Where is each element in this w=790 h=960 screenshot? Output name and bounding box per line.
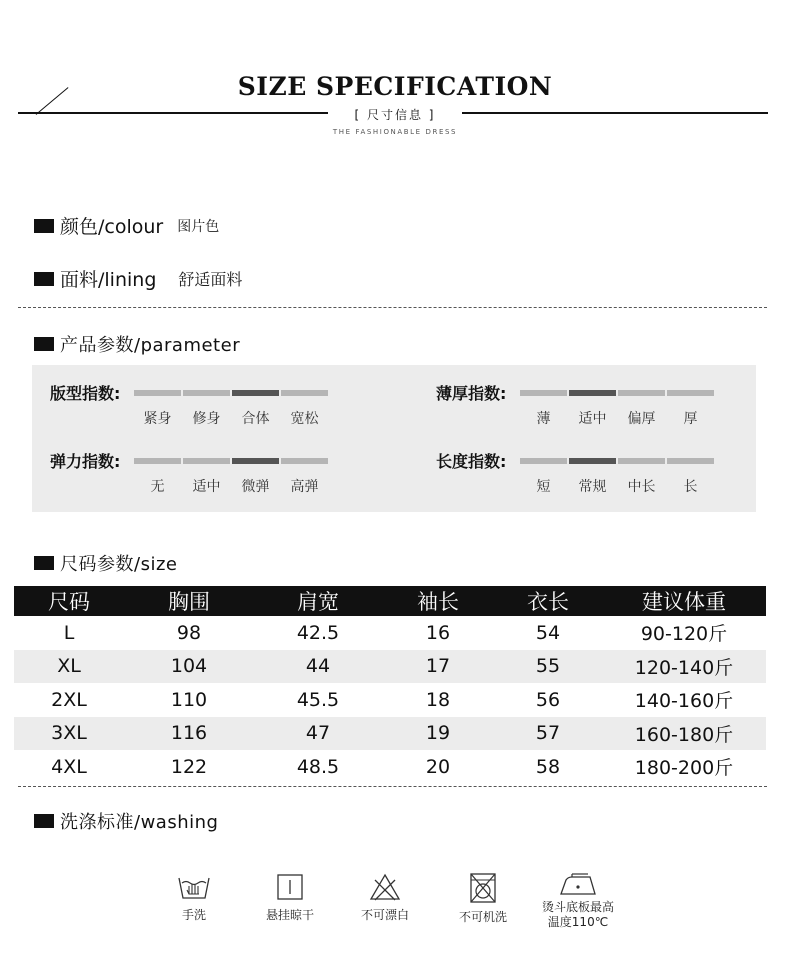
cell-length: 58 [535,755,561,778]
scale-option-label: 无 [150,479,165,495]
no-machine-wash-icon [468,872,498,904]
cell-weight: 160-180斤 [602,717,766,751]
lining-label: 面料/lining [60,269,157,291]
cell-sleeve: 17 [382,650,494,684]
washing-label: 洗涤标准/washing [60,812,219,833]
cell-weight: 140-160斤 [634,690,734,713]
wash-item-no-bleach [335,872,435,923]
table-row [14,750,766,784]
header-weight: 建议体重 [602,586,766,616]
parameter-panel [32,365,756,512]
cell-shoulder: 47 [254,717,382,751]
wash-item-iron [528,872,628,930]
divider [18,307,767,308]
size-table [14,586,766,784]
page-subtitle-cn: [ 尺寸信息 ] [354,108,436,122]
thickness-index-scale [520,390,714,396]
stretch-index-options [134,476,328,496]
page-title: SIZE SPECIFICATION [237,72,553,101]
cell-shoulder: 45.5 [296,688,340,711]
cell-sleeve: 18 [425,688,451,711]
cell-sleeve: 19 [382,717,494,751]
size-heading [34,550,177,576]
scale-segment [134,390,181,396]
cell-chest: 104 [124,650,254,684]
cell-chest: 116 [124,717,254,751]
thickness-index-label: 薄厚指数: [436,384,507,403]
scale-segment-selected [232,458,279,464]
scale-segment [520,390,567,396]
parameter-heading [34,331,240,357]
scale-option-label: 短 [536,479,551,495]
wash-item-hang-dry [240,872,340,923]
length-index-options [520,476,714,496]
scale-option-label: 常规 [578,479,607,495]
cell-size: 2XL [51,688,87,711]
header-sleeve: 袖长 [382,586,494,616]
section-marker-icon [34,219,54,233]
lining-row [34,265,242,292]
cell-shoulder: 42.5 [296,621,340,644]
scale-segment [281,458,328,464]
section-marker-icon [34,337,54,351]
cell-weight: 90-120斤 [640,623,728,646]
cell-size: 3XL [14,717,124,751]
wash-item-no-machine-wash [433,872,533,925]
parameter-label: 产品参数/parameter [60,335,241,356]
wash-label: 不可漂白 [360,908,409,922]
hand-wash-icon [177,872,211,902]
scale-option-label: 薄 [536,411,551,427]
table-row [14,717,766,751]
table-row [14,616,766,650]
cell-weight: 120-140斤 [602,650,766,684]
cell-size: XL [14,650,124,684]
scale-option-label: 适中 [192,479,221,495]
scale-segment [618,458,665,464]
cell-size: L [63,621,75,644]
size-table-header-row [14,586,766,616]
cell-length: 56 [535,688,561,711]
table-row [14,683,766,717]
header-shoulder: 肩宽 [254,586,382,616]
cell-length: 57 [494,717,602,751]
scale-option-label: 宽松 [290,411,319,427]
section-marker-icon [34,272,54,286]
scale-segment-selected [569,390,616,396]
colour-value: 图片色 [177,218,220,235]
length-index-label: 长度指数: [436,452,507,471]
header-length: 衣长 [494,586,602,616]
wash-label: 手洗 [181,908,206,922]
lining-value: 舒适面料 [178,270,243,289]
scale-segment [667,390,714,396]
washing-heading [34,808,218,834]
wash-label: 不可机洗 [458,910,507,924]
fit-index-scale [134,390,328,396]
scale-option-label: 高弹 [290,479,319,495]
scale-option-label: 长 [683,479,698,495]
divider [18,786,767,787]
scale-segment [134,458,181,464]
stretch-index-scale [134,458,328,464]
cell-sleeve: 16 [425,621,451,644]
cell-length: 54 [535,621,561,644]
iron-icon [558,872,598,898]
scale-option-label: 微弹 [241,479,270,495]
colour-label: 颜色/colour [60,216,164,238]
cell-sleeve: 20 [425,755,451,778]
scale-segment-selected [232,390,279,396]
header-chest: 胸围 [124,586,254,616]
cell-chest: 98 [176,621,202,644]
header-size: 尺码 [14,586,124,616]
cell-chest: 122 [170,755,208,778]
no-bleach-icon [369,872,401,902]
section-marker-icon [34,556,54,570]
scale-option-label: 合体 [241,411,270,427]
scale-segment [281,390,328,396]
scale-segment [618,390,665,396]
colour-row [34,212,219,239]
fit-index-options [134,408,328,428]
table-row [14,650,766,684]
scale-segment [520,458,567,464]
cell-shoulder: 48.5 [296,755,340,778]
size-label: 尺码参数/size [60,554,178,575]
scale-option-label: 中长 [627,479,656,495]
cell-shoulder: 44 [254,650,382,684]
cell-length: 55 [494,650,602,684]
thickness-index-options [520,408,714,428]
wash-item-hand-wash [144,872,244,923]
hang-dry-icon [275,872,305,902]
scale-option-label: 厚 [683,411,698,427]
scale-segment-selected [569,458,616,464]
cell-size: 4XL [51,755,87,778]
scale-option-label: 偏厚 [627,411,656,427]
scale-option-label: 紧身 [143,411,172,427]
scale-option-label: 修身 [192,411,221,427]
wash-label: 悬挂晾干 [265,908,314,922]
section-marker-icon [34,814,54,828]
cell-chest: 110 [170,688,208,711]
scale-segment [183,458,230,464]
wash-label: 烫斗底板最高 温度110℃ [541,900,614,929]
cell-weight: 180-200斤 [634,757,734,780]
scale-segment [183,390,230,396]
length-index-scale [520,458,714,464]
fit-index-label: 版型指数: [50,384,121,403]
scale-segment [667,458,714,464]
stretch-index-label: 弹力指数: [50,452,121,471]
scale-option-label: 适中 [578,411,607,427]
page-subtitle-en: THE FASHIONABLE DRESS [332,128,458,136]
